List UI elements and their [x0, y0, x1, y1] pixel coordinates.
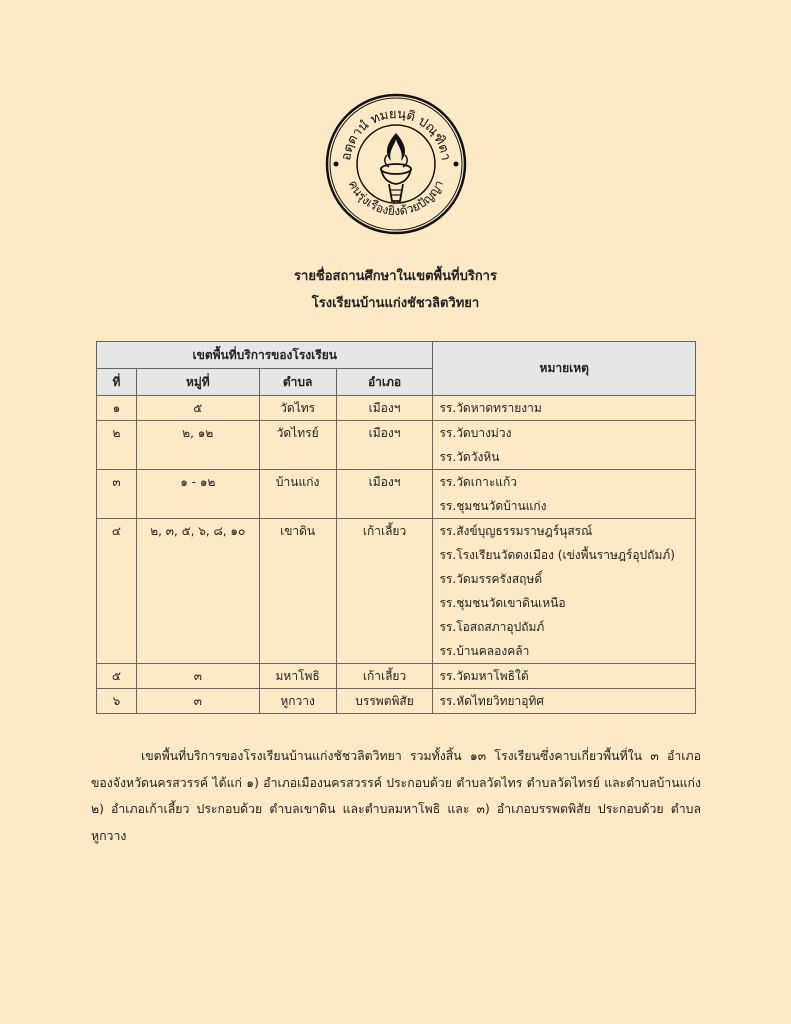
- cell-notes: [433, 396, 696, 421]
- cell-amphoe-text: เมืองฯ: [368, 426, 401, 440]
- cell-amphoe: [336, 689, 433, 714]
- cell-notes: [433, 689, 696, 714]
- school-name: รร.ชุมชนวัดเขาดินเหนือ: [439, 596, 566, 610]
- cell-no: [97, 421, 137, 470]
- cell-no: [97, 689, 137, 714]
- page-subtitle: โรงเรียนบ้านแก่งชัชวลิตวิทยา: [311, 296, 480, 311]
- cell-amphoe-text: บรรพตพิสัย: [355, 694, 414, 708]
- cell-notes: [433, 421, 696, 470]
- cell-tambon: [259, 689, 336, 714]
- school-name: รร.วัดมรรครังสฤษดิ์: [439, 572, 543, 586]
- cell-no: [97, 664, 137, 689]
- header-tambon: ตำบล: [259, 369, 336, 396]
- cell-tambon: [259, 396, 336, 421]
- table-row: [97, 470, 696, 519]
- school-name: รร.โรงเรียนวัดดงเมือง (เข่งพื้นราษฎร์อุปถัมภ์): [439, 548, 675, 562]
- cell-tambon-text: วัดไทร: [280, 401, 316, 415]
- cell-amphoe-text: เก้าเลี้ยว: [362, 669, 407, 683]
- group-header: เขตพื้นที่บริการของโรงเรียน: [97, 342, 433, 369]
- cell-no-text: ๓: [112, 475, 121, 489]
- cell-amphoe: [336, 664, 433, 689]
- school-name: รร.วัดเกาะแก้ว: [439, 475, 518, 489]
- cell-tambon: [259, 664, 336, 689]
- school-name: รร.วัดหาดทรายงาม: [439, 401, 542, 415]
- header-no: ที่: [97, 369, 137, 396]
- cell-tambon-text: วัดไทรย์: [276, 426, 319, 440]
- motto-top: อตฺตานํ ทมยนฺติ ปณฺฑิตา: [339, 106, 453, 162]
- summary-paragraph: เขตพื้นที่บริการของโรงเรียนบ้านแก่งชัชวลิตวิทยา รวมทั้งสิ้น ๑๓ โรงเรียนซึ่งคาบเกี่ยวพื้นที่ใน ๓ อำเภอของจังหวัดนครสวรรค์ ได้แก่ ๑) อำเภอเมืองนครสวรรค์ ประกอบด้วย ตำบลวัดไทร ตำบลวัดไทรย์ และตำบลบ้านแก่ง ๒) อำเภอเก้าเลี้ยว ประกอบด้วย ตำบลเขาดิน และตำบลมหาโพธิ และ ๓) อำเภอบรรพตพิสัย ประกอบด้วย ตำบลหูกวาง: [91, 749, 701, 843]
- school-name: รร.โอสถสภาอุปถัมภ์: [439, 620, 545, 634]
- header-amphoe: อำเภอ: [336, 369, 433, 396]
- school-name: รร.วัดวังหิน: [439, 450, 500, 464]
- header-notes: หมายเหตุ: [433, 342, 696, 396]
- cell-moo: [136, 664, 259, 689]
- cell-moo-text: ๓: [193, 669, 202, 683]
- cell-no-text: ๖: [112, 694, 121, 708]
- cell-notes: [433, 470, 696, 519]
- cell-tambon: [259, 519, 336, 664]
- cell-amphoe: [336, 470, 433, 519]
- cell-moo-text: ๒, ๓, ๕, ๖, ๘, ๑๐: [150, 524, 246, 538]
- cell-amphoe: [336, 421, 433, 470]
- cell-amphoe-text: เก้าเลี้ยว: [362, 524, 407, 538]
- school-name: รร.ชุมชนวัดบ้านแก่ง: [439, 499, 547, 513]
- table-row: [97, 421, 696, 470]
- cell-no-text: ๔: [111, 524, 122, 538]
- cell-no-text: ๑: [112, 401, 121, 415]
- cell-no: [97, 396, 137, 421]
- service-area-table: [96, 341, 696, 714]
- school-name: รร.บ้านคลองคล้า: [439, 644, 530, 658]
- cell-moo-text: ๒, ๑๒: [182, 426, 214, 440]
- cell-notes: [433, 519, 696, 664]
- torch-emblem-icon: [325, 93, 467, 235]
- cell-moo-text: ๑ - ๑๒: [180, 475, 216, 489]
- cell-tambon: [259, 470, 336, 519]
- cell-tambon-text: มหาโพธิ: [275, 669, 320, 683]
- school-emblem: [325, 93, 467, 235]
- cell-no-text: ๕: [111, 669, 122, 683]
- cell-moo: [136, 689, 259, 714]
- table-row: [97, 519, 696, 664]
- school-name: รร.สังข์บุญธรรมราษฎร์นุสรณ์: [439, 524, 593, 538]
- table-row: [97, 689, 696, 714]
- table-row: [97, 396, 696, 421]
- cell-moo-text: ๕: [193, 401, 203, 415]
- cell-no-text: ๒: [112, 426, 121, 440]
- cell-no: [97, 470, 137, 519]
- cell-tambon-text: หูกวาง: [280, 694, 315, 708]
- cell-no: [97, 519, 137, 664]
- cell-amphoe-text: เมืองฯ: [368, 401, 401, 415]
- school-name: รร.วัดบางม่วง: [439, 426, 512, 440]
- cell-amphoe: [336, 519, 433, 664]
- motto-bottom: คนรุ่งเรืองยิ่งด้วยปัญญา: [345, 177, 447, 219]
- page-title: รายชื่อสถานศึกษาในเขตพื้นที่บริการ: [294, 269, 497, 284]
- cell-amphoe: [336, 396, 433, 421]
- cell-amphoe-text: เมืองฯ: [368, 475, 401, 489]
- school-name: รร.วัดมหาโพธิใต้: [439, 669, 529, 683]
- cell-moo: [136, 421, 259, 470]
- school-name: รร.หัดไทยวิทยาอุทิศ: [439, 694, 545, 708]
- cell-moo-text: ๓: [193, 694, 202, 708]
- header-moo: หมู่ที่: [136, 369, 259, 396]
- cell-notes: [433, 664, 696, 689]
- cell-tambon-text: บ้านแก่ง: [275, 475, 320, 489]
- cell-moo: [136, 470, 259, 519]
- table-row: [97, 664, 696, 689]
- cell-tambon-text: เขาดิน: [280, 524, 316, 538]
- cell-tambon: [259, 421, 336, 470]
- cell-moo: [136, 519, 259, 664]
- cell-moo: [136, 396, 259, 421]
